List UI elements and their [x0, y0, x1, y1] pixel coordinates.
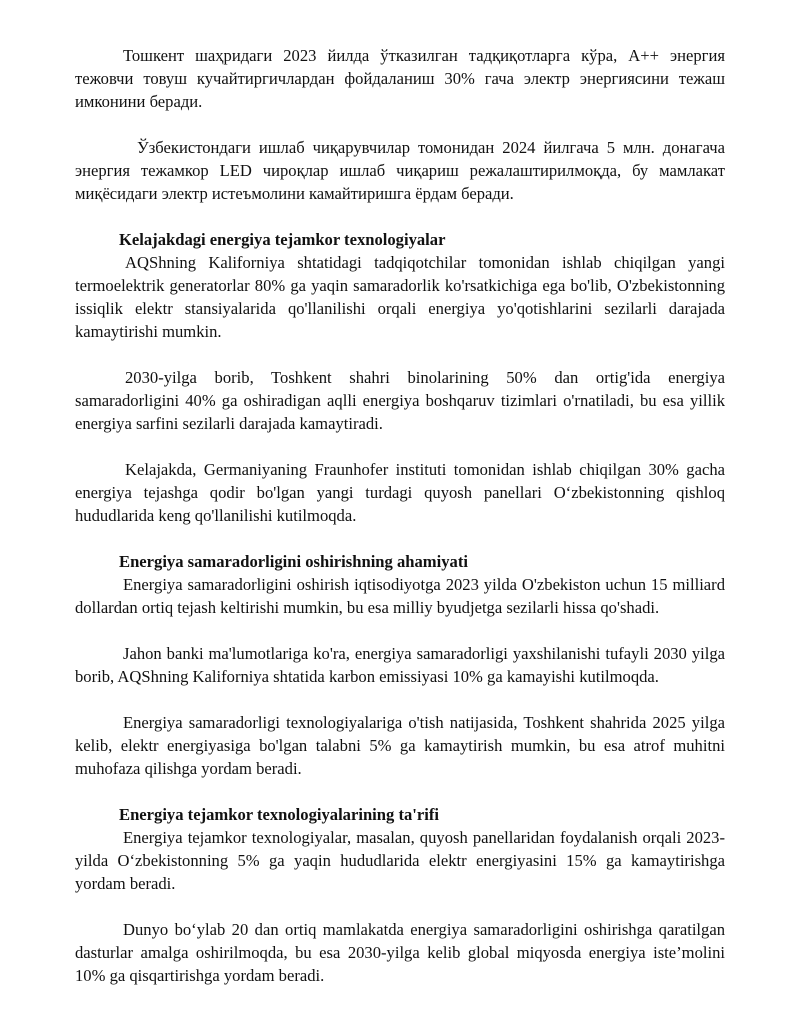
section-heading-future-tech: Kelajakdagi energiya tejamkor texnologiyalar [119, 230, 446, 249]
paragraph-definition: Energiya tejamkor texnologiyalar, masalan, quyosh panellaridan foydalanish orqali 2023-yilda O‘zbekistonning 5% ga yaqin hududlarida elektr energiyasini 15% ga kamaytirishga yordam beradi. [75, 828, 725, 893]
paragraph-thermoelectric: AQShning Kaliforniya shtatidagi tadqiqotchilar tomonidan ishlab chiqilgan yangi termoelektrik generatorlar 80% ga yaqin samaradorlik ko'rsatkichiga ega bo'lib, O'zbekistonning issiqlik elektr stansiyalarida qo'llanilishi orqali energiya yo'qotishlarini sezilarli darajada kamaytirishi mumkin. [75, 253, 725, 341]
paragraph-economic-savings: Energiya samaradorligini oshirish iqtisodiyotga 2023 yilda O'zbekiston uchun 15 milliard dollardan ortiq tejash keltirishi mumkin, bu esa milliy byudjetga sezilarli hissa qo'shadi. [75, 575, 725, 617]
document-page [75, 44, 725, 987]
paragraph-tashkent-demand: Energiya samaradorligi texnologiyalariga o'tish natijasida, Toshkent shahrida 2025 yilga kelib, elektr energiyasiga bo'lgan talabni 5% ga kamaytirish mumkin, bu esa atrof muhitni muhofaza qilishga yordam beradi. [75, 713, 725, 778]
section-heading-definition: Energiya tejamkor texnologiyalarining ta'rifi [119, 805, 440, 824]
section-heading-importance: Energiya samaradorligini oshirishning ahamiyati [119, 552, 468, 571]
paragraph-smart-buildings: 2030-yilga borib, Toshkent shahri binolarining 50% dan ortig'ida energiya samaradorligini 40% ga oshiradigan aqlli energiya boshqaruv tizimlari o'rnatiladi, bu esa yillik energiya sarfini sezilarli darajada kamaytiradi. [75, 368, 725, 433]
paragraph-led-production: Ўзбекистондаги ишлаб чиқарувчилар томонидан 2024 йилгача 5 млн. донагача энергия тежамкор LED чироқлар ишлаб чиқариш режалаштирилмоқда, бу мамлакат миқёсидаги электр истеъмолини камайтиришга ёрдам беради. [75, 138, 725, 203]
paragraph-global-programs: Dunyo bo‘ylab 20 dan ortiq mamlakatda energiya samaradorligini oshirishga qaratilgan dasturlar amalga oshirilmoqda, bu esa 2030-yilga kelib global miqyosda energiya iste’molini 10% ga qisqartirishga yordam beradi. [75, 920, 725, 985]
paragraph-solar-panels: Kelajakda, Germaniyaning Fraunhofer instituti tomonidan ishlab chiqilgan 30% gacha energiya tejashga qodir bo'lgan yangi turdagi quyosh panellari O‘zbekistonning qishloq hududlarida keng qo'llanilishi kutilmoqda. [75, 460, 725, 525]
paragraph-world-bank: Jahon banki ma'lumotlariga ko'ra, energiya samaradorligi yaxshilanishi tufayli 2030 yilga borib, AQShning Kaliforniya shtatida karbon emissiyasi 10% ga kamayishi kutilmoqda. [75, 644, 725, 686]
paragraph-energy-amplifiers: Тошкент шаҳридаги 2023 йилда ўтказилган тадқиқотларга кўра, A++ энергия тежовчи товуш кучайтиргичлардан фойдаланиш 30% гача электр энергиясини тежаш имконини беради. [75, 46, 725, 111]
